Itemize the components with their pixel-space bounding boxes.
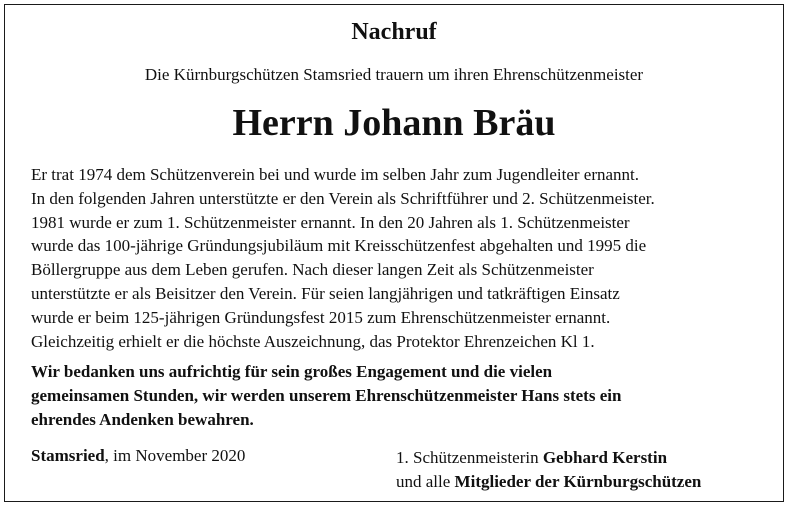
biography-line: Gleichzeitig erhielt er die höchste Auszeichnung, das Protektor Ehrenzeichen Kl 1. — [31, 331, 595, 351]
place-date — [31, 446, 245, 466]
date-text: , im November 2020 — [104, 446, 246, 465]
biography-line: Böllergruppe aus dem Leben gerufen. Nach dieser langen Zeit als Schützenmeister — [31, 260, 594, 280]
notice-heading: Nachruf — [351, 19, 437, 45]
place-name: Stamsried — [31, 446, 105, 465]
biography-line: Er trat 1974 dem Schützenverein bei und wurde im selben Jahr zum Jugendleiter ernannt. — [31, 165, 640, 184]
biography-paragraph — [31, 163, 771, 353]
signer-line-2 — [396, 470, 701, 494]
thanks-paragraph — [31, 360, 771, 431]
biography-line: In den folgenden Jahren unterstützte er den Verein als Schriftführer und 2. Schützenmeister. — [31, 188, 655, 208]
biography-line: unterstützte er als Beisitzer den Verein. Für seien langjährigen und tatkräftigen Einsatz — [31, 283, 620, 303]
signatories — [396, 446, 701, 494]
biography-line: wurde das 100-jährige Gründungsjubiläum mit Kreisschützenfest abgehalten und 1995 die — [31, 236, 647, 256]
signer-line-1 — [396, 446, 701, 470]
thanks-line: Wir bedanken uns aufrichtig für sein großes Engagement und die vielen — [31, 362, 553, 381]
thanks-line: ehrendes Andenken bewahren. — [31, 409, 254, 429]
biography-line: wurde er beim 125-jährigen Gründungsfest 2015 zum Ehrenschützenmeister ernannt. — [31, 307, 611, 327]
signer-prefix: und alle — [396, 471, 455, 491]
signer-group: Mitglieder der Kürnburgschützen — [454, 471, 702, 491]
signer-name: Gebhard Kerstin — [542, 448, 668, 467]
deceased-name: Herrn Johann Bräu — [232, 102, 556, 144]
signer-role: 1. Schützenmeisterin — [396, 448, 543, 467]
obituary-notice — [4, 4, 784, 502]
intro-line: Die Kürnburgschützen Stamsried trauern um ihren Ehrenschützenmeister — [144, 65, 644, 84]
biography-line: 1981 wurde er zum 1. Schützenmeister ernannt. In den 20 Jahren als 1. Schützenmeister — [31, 212, 630, 232]
thanks-line: gemeinsamen Stunden, wir werden unserem Ehrenschützenmeister Hans stets ein — [31, 385, 622, 405]
